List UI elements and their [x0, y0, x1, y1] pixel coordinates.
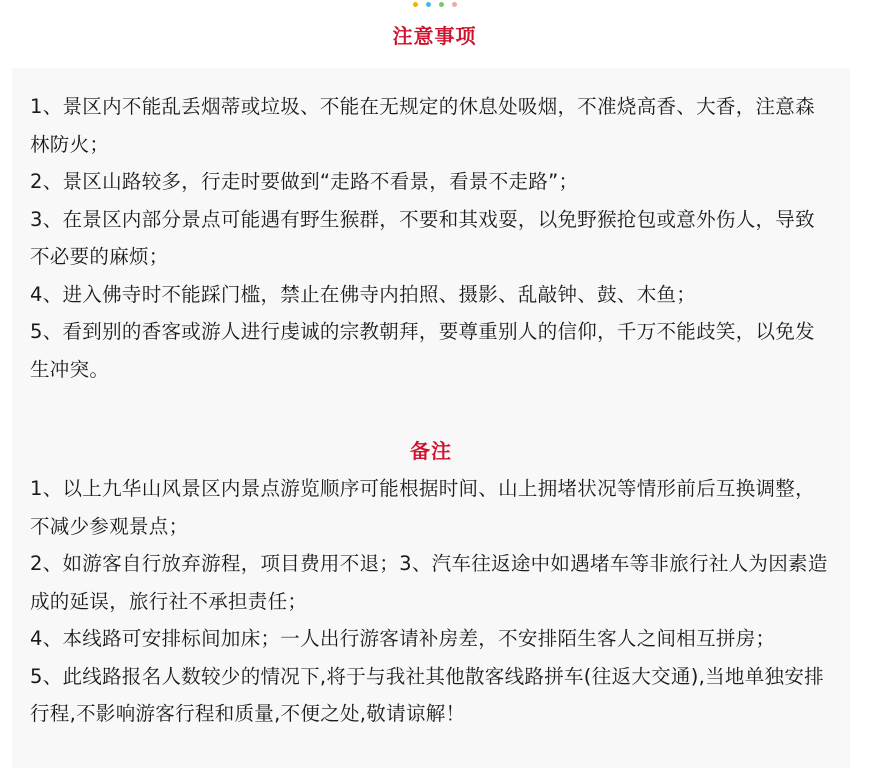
remarks-list [30, 470, 832, 733]
remark-item: 5、此线路报名人数较少的情况下,将于与我社其他散客线路拼车(往返大交通),当地单独安排行程,不影响游客行程和质量,不便之处,敬请谅解！ [30, 664, 824, 725]
notice-item: 4、进入佛寺时不能踩门槛，禁止在佛寺内拍照、摄影、乱敲钟、鼓、木鱼； [30, 282, 697, 306]
notice-title: 注意事项 [392, 24, 477, 48]
notice-list [30, 88, 832, 388]
content-card [12, 68, 850, 768]
remark-item: 2、如游客自行放弃游程，项目费用不退；3、汽车往返途中如遇堵车等非旅行社人为因素造成的延误，旅行社不承担责任； [30, 552, 828, 613]
notice-item: 3、在景区内部分景点可能遇有野生猴群，不要和其戏耍，以免野猴抢包或意外伤人，导致不必要的麻烦； [30, 207, 815, 268]
green-dot-icon [439, 2, 444, 7]
blue-dot-icon [426, 2, 431, 7]
notice-item: 5、看到别的香客或游人进行虔诚的宗教朝拜，要尊重别人的信仰，千万不能歧笑，以免发生冲突。 [30, 320, 815, 381]
pink-dot-icon [452, 2, 457, 7]
yellow-dot-icon [413, 2, 418, 7]
remarks-title: 备注 [410, 439, 452, 463]
notice-item: 2、景区山路较多，行走时要做到“走路不看景，看景不走路”； [30, 170, 579, 193]
decorative-dots [0, 0, 869, 8]
remark-item: 1、以上九华山风景区内景点游览顺序可能根据时间、山上拥堵状况等情形前后互换调整，不减少参观景点； [30, 477, 815, 538]
notice-item: 1、景区内不能乱丢烟蒂或垃圾、不能在无规定的休息处吸烟，不准烧高香、大香，注意森林防火； [30, 95, 815, 156]
remark-item: 4、本线路可安排标间加床；一人出行游客请补房差，不安排陌生客人之间相互拼房； [30, 627, 776, 650]
